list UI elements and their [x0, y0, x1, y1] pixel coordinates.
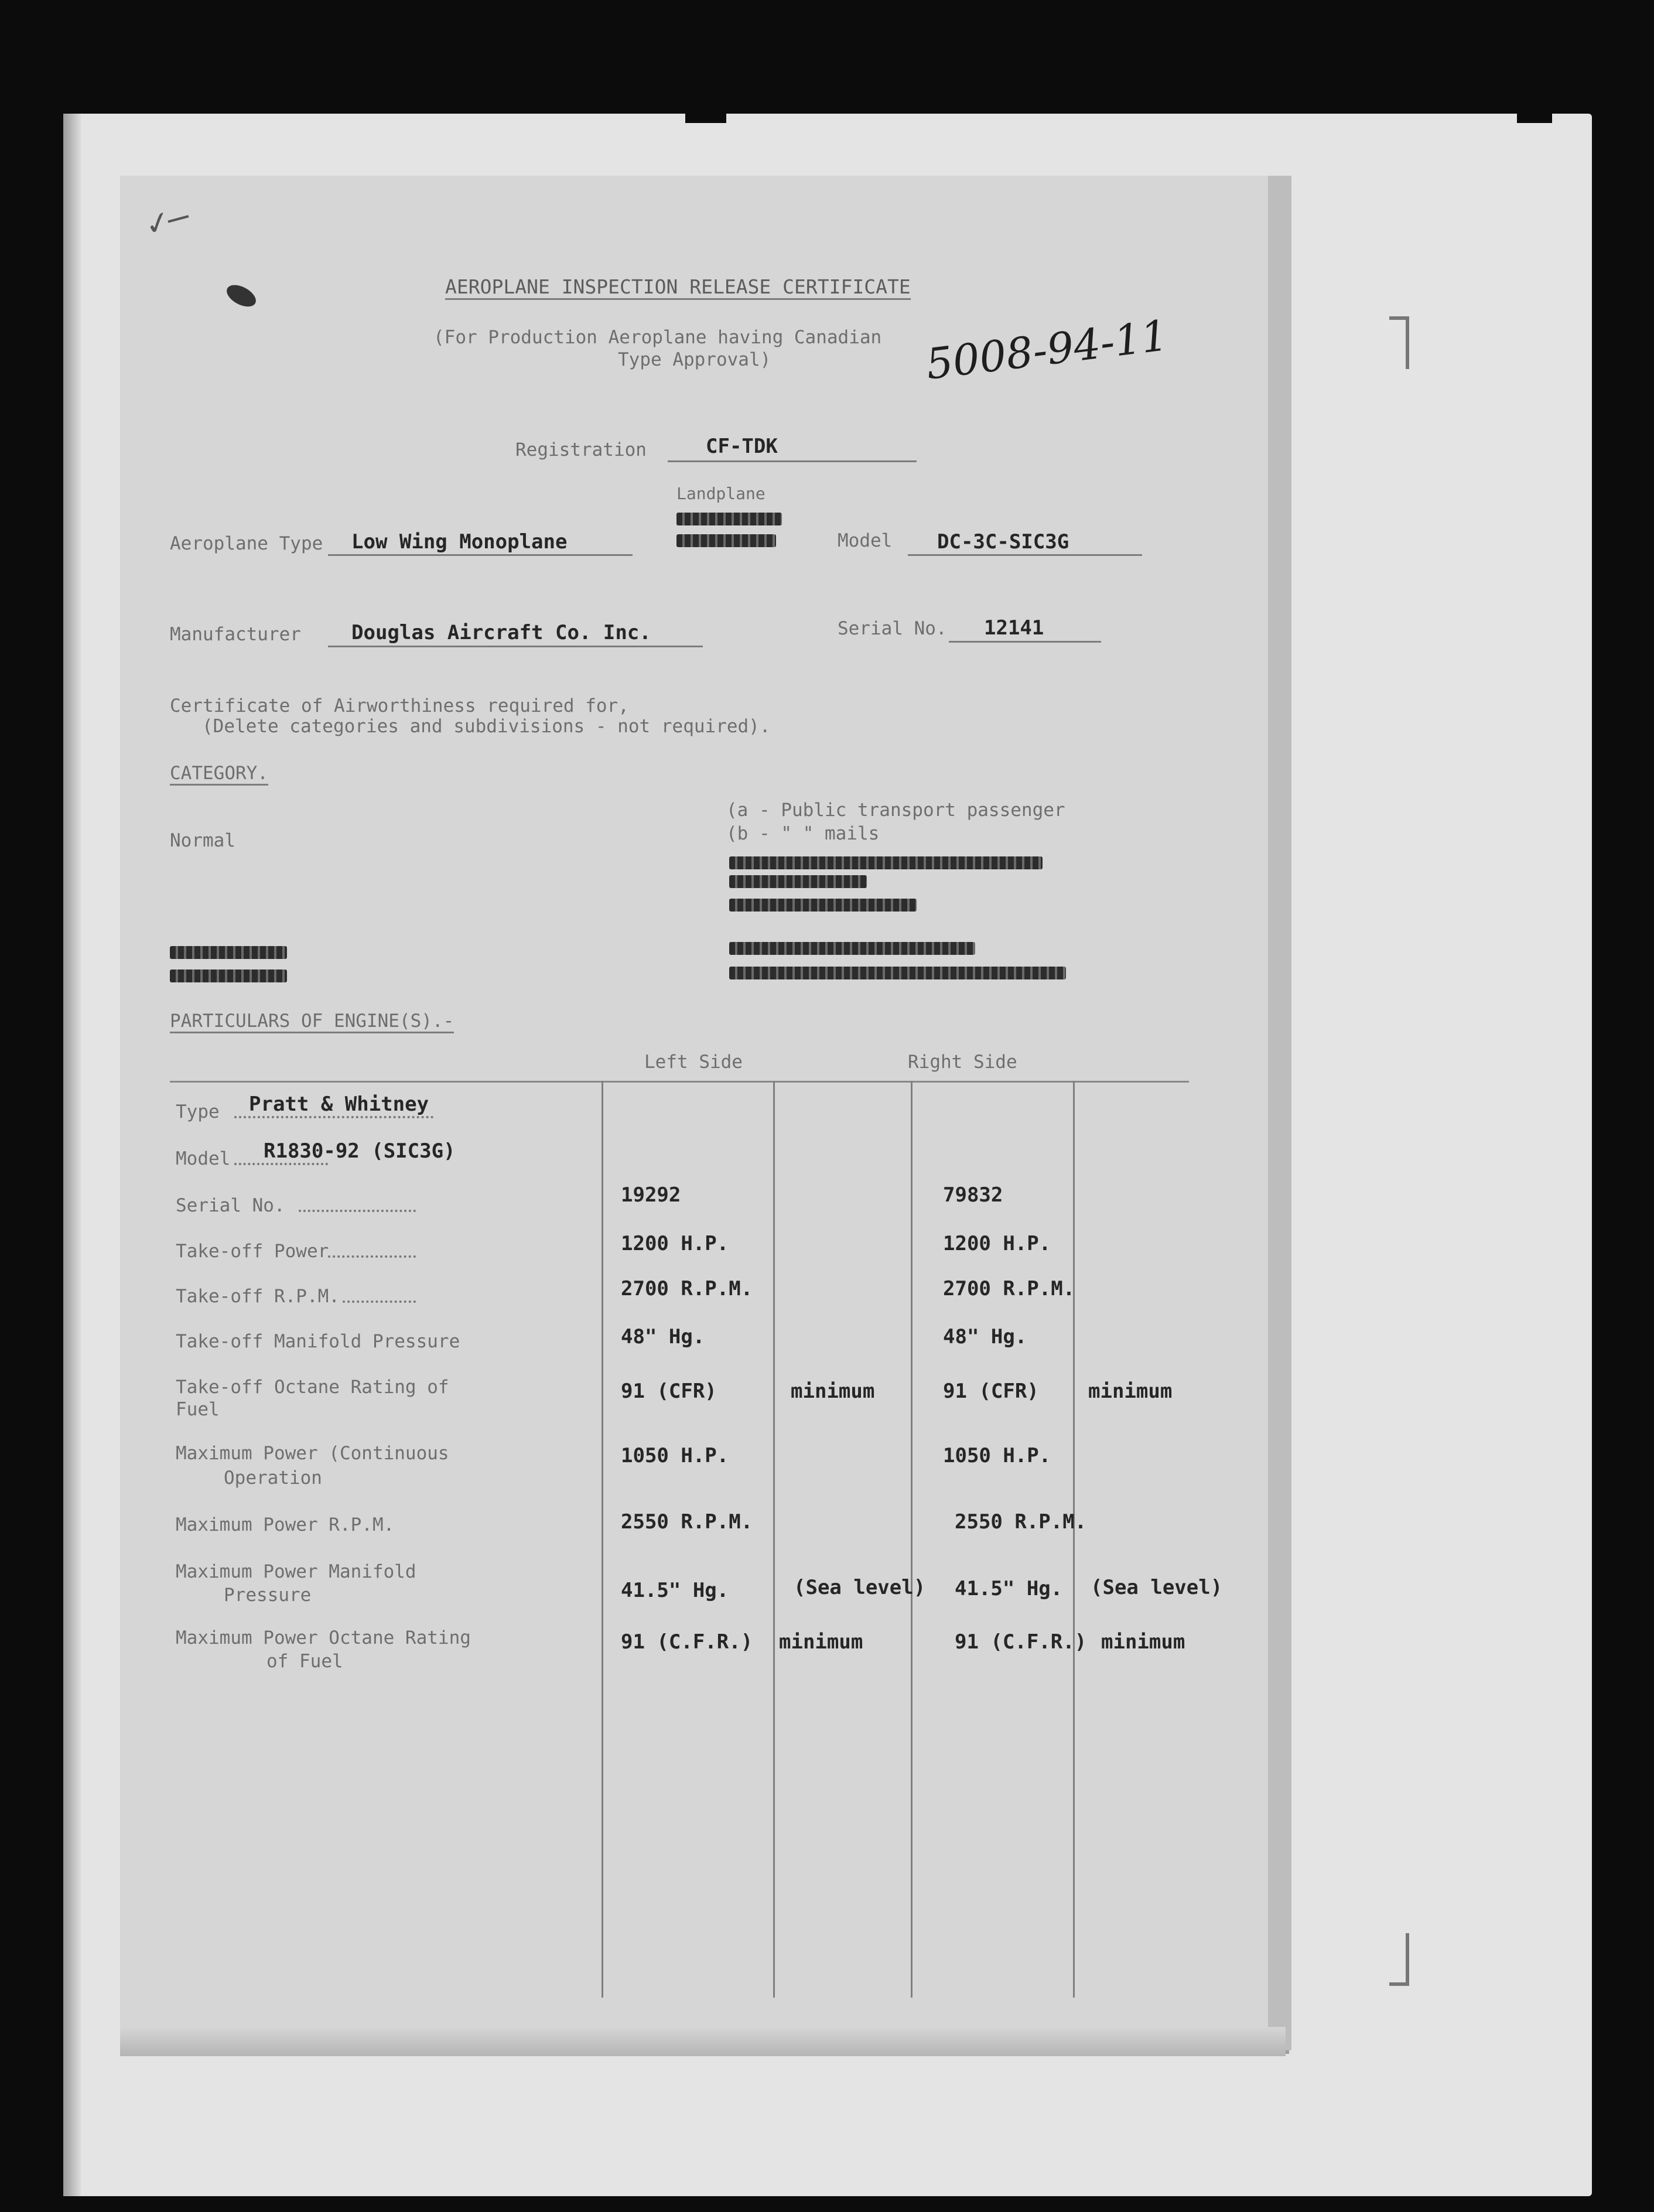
struck-out-text: [729, 899, 917, 912]
left-value: 48" Hg.: [621, 1325, 705, 1349]
manufacturer-label: Manufacturer: [170, 624, 301, 645]
engines-heading: PARTICULARS OF ENGINE(S).-: [170, 1011, 454, 1033]
left-extra: (Sea level): [794, 1576, 926, 1599]
aeroplane-type-label: Aeroplane Type: [170, 533, 323, 554]
column-rule: [911, 1081, 913, 1998]
right-extra: minimum: [1101, 1630, 1185, 1654]
frame-bracket: [1389, 316, 1409, 369]
struck-out-text: [729, 967, 1066, 979]
table-header-rule: [170, 1081, 1189, 1083]
right-value: 1050 H.P.: [943, 1444, 1051, 1467]
right-value: 2550 R.P.M.: [955, 1510, 1087, 1534]
left-value: 2700 R.P.M.: [621, 1277, 753, 1300]
left-value: 41.5" Hg.: [621, 1579, 729, 1602]
frame-notch: [1517, 100, 1552, 123]
left-value: 2550 R.P.M.: [621, 1510, 753, 1534]
left-extra: minimum: [779, 1630, 863, 1654]
left-value: 91 (CFR): [621, 1380, 717, 1403]
row-label: Take-off Manifold Pressure: [176, 1331, 460, 1352]
struck-out-text: [676, 513, 782, 525]
subdivision-a: (a - Public transport passenger: [726, 800, 1065, 821]
right-value: 79832: [943, 1183, 1003, 1207]
column-rule: [773, 1081, 775, 1998]
row-label: Take-off Power: [176, 1241, 329, 1262]
aeroplane-type-value: Low Wing Monoplane: [351, 530, 568, 554]
row-label: Serial No.: [176, 1195, 285, 1216]
film-frame-edge: [63, 114, 81, 2196]
aeroplane-type-underline: [328, 554, 633, 556]
row-label-line1: Maximum Power Octane Rating: [176, 1627, 471, 1648]
column-rule: [1073, 1081, 1075, 1998]
row-label-line1: Maximum Power Manifold: [176, 1561, 416, 1582]
struck-out-text: [170, 970, 287, 982]
airworthiness-line1: Certificate of Airworthiness required for,: [170, 695, 629, 716]
row-label-line2: of Fuel: [266, 1651, 343, 1672]
registration-label: Registration: [515, 439, 647, 460]
registration-underline: [668, 460, 917, 462]
serial-no-label: Serial No.: [838, 618, 947, 639]
left-side-label: Left Side: [644, 1052, 743, 1073]
struck-out-text: [729, 875, 867, 888]
left-value: 1200 H.P.: [621, 1232, 729, 1255]
dot-leader: [234, 1116, 433, 1118]
right-value: 2700 R.P.M.: [943, 1277, 1075, 1300]
model-label: Model: [838, 530, 893, 551]
row-label-line2: Fuel: [176, 1399, 220, 1420]
dot-leader: [328, 1255, 416, 1258]
dot-leader: [234, 1163, 328, 1165]
handwritten-file-number: 5008-94-11: [923, 310, 1171, 389]
subdivision-b: (b - " " mails: [726, 823, 880, 844]
struck-out-text: [729, 856, 1043, 869]
category-normal: Normal: [170, 830, 235, 851]
right-value: 41.5" Hg.: [955, 1577, 1063, 1600]
serial-no-underline: [949, 641, 1101, 643]
frame-notch: [685, 100, 726, 123]
engine-type-value: Pratt & Whitney: [249, 1093, 429, 1116]
left-value: 91 (C.F.R.): [621, 1630, 753, 1654]
registration-value: CF-TDK: [706, 435, 778, 458]
certificate-subtitle-line2: Type Approval): [618, 349, 771, 370]
left-value: 1050 H.P.: [621, 1444, 729, 1467]
sheet-shadow: [1268, 176, 1291, 2050]
model-underline: [908, 554, 1142, 556]
row-label: Model: [176, 1148, 231, 1169]
struck-out-text: [729, 942, 975, 955]
corner-scribble-icon: ✓–: [142, 194, 194, 245]
serial-no-value: 12141: [984, 616, 1044, 640]
row-label-line2: Operation: [224, 1467, 322, 1489]
certificate-title: AEROPLANE INSPECTION RELEASE CERTIFICATE: [445, 275, 911, 300]
left-value: 19292: [621, 1183, 681, 1207]
sheet-bottom-edge: [120, 2027, 1286, 2056]
model-value: DC-3C-SIC3G: [937, 530, 1069, 554]
engine-model-value: R1830-92 (SIC3G): [264, 1139, 456, 1163]
right-value: 91 (CFR): [943, 1380, 1039, 1403]
right-extra: minimum: [1088, 1380, 1173, 1403]
row-label: Maximum Power R.P.M.: [176, 1514, 395, 1535]
category-heading: CATEGORY.: [170, 763, 268, 786]
manufacturer-underline: [328, 646, 703, 647]
right-value: 91 (C.F.R.): [955, 1630, 1087, 1654]
row-label-line1: Maximum Power (Continuous: [176, 1443, 449, 1464]
certificate-subtitle-line1: (For Production Aeroplane having Canadian: [433, 327, 882, 348]
airworthiness-line2: (Delete categories and subdivisions - not required).: [202, 716, 771, 737]
row-label-line2: Pressure: [224, 1585, 312, 1606]
dot-leader: [343, 1300, 416, 1303]
manufacturer-value: Douglas Aircraft Co. Inc.: [351, 621, 651, 644]
dot-leader: [299, 1210, 416, 1212]
row-label: Take-off R.P.M.: [176, 1286, 340, 1307]
struck-out-text: [170, 946, 287, 959]
right-value: 1200 H.P.: [943, 1232, 1051, 1255]
struck-out-text: [676, 534, 776, 547]
row-label: Type: [176, 1101, 220, 1122]
frame-bracket: [1389, 1933, 1409, 1986]
column-rule: [602, 1081, 603, 1998]
left-extra: minimum: [791, 1380, 875, 1403]
right-side-label: Right Side: [908, 1052, 1017, 1073]
landplane-label: Landplane: [676, 484, 766, 503]
row-label-line1: Take-off Octane Rating of: [176, 1377, 449, 1398]
right-extra: (Sea level): [1091, 1576, 1223, 1599]
right-value: 48" Hg.: [943, 1325, 1027, 1349]
